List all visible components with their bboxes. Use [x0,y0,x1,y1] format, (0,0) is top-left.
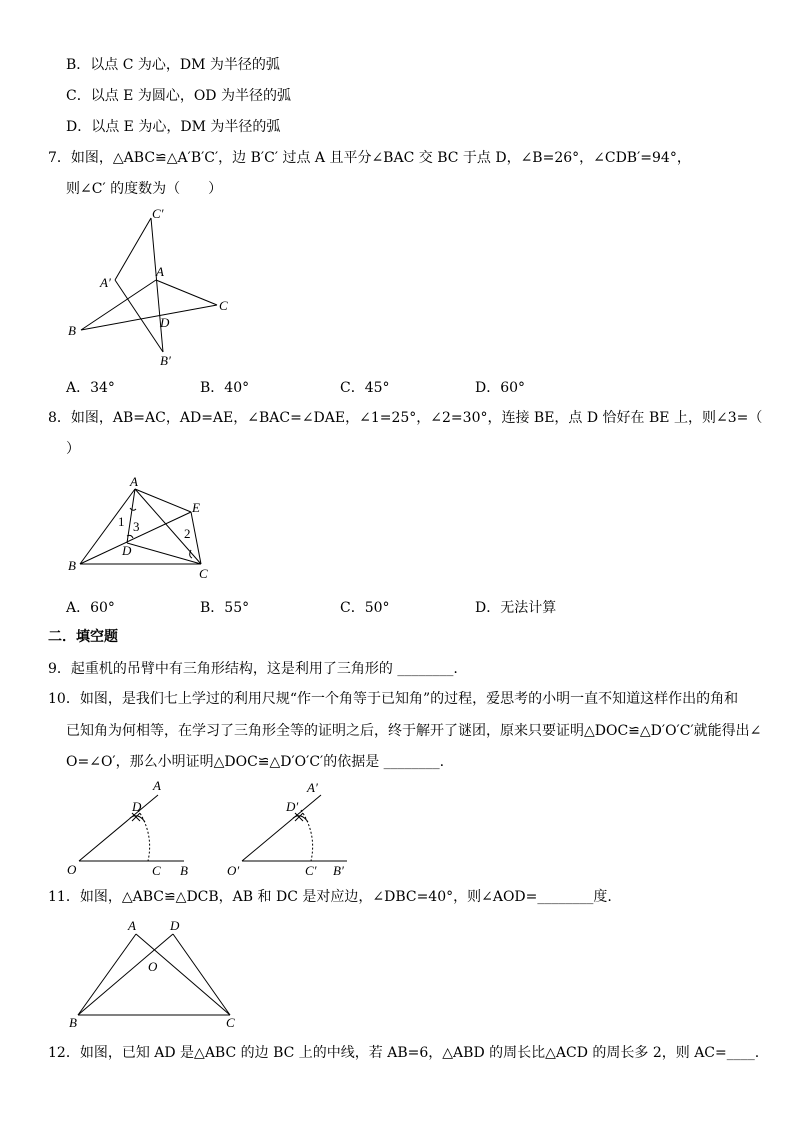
q8-stem-line2: ） [66,441,80,457]
q7-option-c: C．45° [340,380,390,396]
q10b-ray-oa [242,795,321,861]
q8-label-e: E [192,500,200,515]
q7-edge-ac [156,280,217,305]
q8-option-c: C．50° [340,600,390,616]
q7-label-a: A [156,264,164,279]
q11-figure [60,914,260,1034]
q11-edge-ab [78,934,136,1015]
q11-edge-ac [136,934,230,1015]
q7-option-a: A．34° [66,380,115,396]
q7-edge-ba [81,280,156,330]
q10a-label-o: O [67,862,77,877]
q8-option-b: B．55° [200,600,250,616]
q7-edge-cprime-aprime [115,218,151,280]
q11-stem: 11．如图，△ABC≌△DCB，AB 和 DC 是对应边，∠DBC=40°，则∠AOD=________度. [48,889,612,905]
q10-stem-line1: 10．如图，是我们七上学过的利用尺规“作一个角等于已知角”的过程，爱思考的小明一直不知道这样作出的角和 [48,691,739,707]
q10b-label-o: O′ [227,863,240,878]
q8-label-angle3: 3 [133,519,140,534]
q7-option-b: B．40° [200,380,250,396]
q10b-arc-cross [295,813,303,821]
q10a-label-d: D [132,799,142,814]
q11-edge-db [78,934,173,1015]
q7-label-b: B [68,323,76,338]
q7-figure [60,205,250,370]
q10a-label-c: C [152,863,161,878]
q7-stem-line2: 则∠C′ 的度数为（ ） [66,181,223,197]
q7-edge-cprime-bprime [151,218,163,352]
q7-label-c: C [219,298,228,313]
q11-label-b: B [69,1015,77,1030]
q6-option-c: C．以点 E 为圆心，OD 为半径的弧 [66,88,291,104]
q7-option-d: D．60° [475,380,526,396]
q8-edge-ae [135,489,191,512]
q11-label-a: A [128,918,136,933]
q11-label-c: C [226,1015,235,1030]
q7-stem-line1: 7．如图，△ABC≌△A′B′C′，边 B′C′ 过点 A 且平分∠BAC 交 BC 于点 D，∠B=26°，∠CDB′=94°， [48,150,691,166]
q10a-label-a: A [153,778,161,793]
q7-label-aprime: A′ [100,275,111,290]
q10-figure-copy [225,778,365,878]
q7-edge-bc [81,305,217,330]
section-fill-in-title: 二．填空题 [48,629,118,645]
q8-label-c: C [199,566,208,581]
q8-label-angle2: 2 [184,526,191,541]
q8-edge-ec [191,512,201,564]
q10a-label-b: B [180,863,188,878]
q8-edge-ad [127,489,135,543]
q9-stem: 9．起重机的吊臂中有三角形结构，这是利用了三角形的 ________. [48,661,458,677]
q8-label-a: A [130,474,138,489]
q10-stem-line3: O=∠O′，那么小明证明△DOC≌△D′O′C′的依据是 ________. [66,754,445,770]
q8-figure [60,472,220,584]
q8-option-a: A．60° [66,600,115,616]
q10b-label-a: A′ [307,780,318,795]
q10a-arc [138,810,150,861]
q8-label-d: D [122,543,132,558]
q8-angle1-arc [130,508,136,510]
q6-option-b: B．以点 C 为心，DM 为半径的弧 [66,57,280,73]
q8-label-b: B [68,558,76,573]
q11-label-d: D [170,918,180,933]
q7-label-cprime: C′ [152,206,164,221]
q8-label-angle1: 1 [118,514,125,529]
q10a-ray-oa [79,795,158,861]
q7-label-d: D [160,315,170,330]
q10b-label-c: C′ [305,863,317,878]
q11-label-o: O [148,959,158,974]
q11-edge-dc [173,934,230,1015]
q8-option-d: D．无法计算 [475,600,557,616]
q12-stem: 12．如图，已知 AD 是△ABC 的边 BC 上的中线，若 AB=6，△ABD 的周长比△ACD 的周长多 2，则 AC=____. [48,1045,760,1061]
q10b-arc [301,810,313,861]
q10b-label-d: D′ [286,799,299,814]
q10a-arc-cross [132,813,140,821]
q6-option-d: D．以点 E 为心，DM 为半径的弧 [66,119,281,135]
q10b-label-b: B′ [333,863,344,878]
q10-stem-line2: 已知角为何相等，在学习了三角形全等的证明之后，终于解开了谜团，原来只要证明△DOC≌△D′O′C′就能得出∠ [66,723,762,739]
q10-figure-original [62,778,202,878]
q8-stem-line1: 8．如图，AB=AC，AD=AE，∠BAC=∠DAE，∠1=25°，∠2=30°，连接 BE，点 D 恰好在 BE 上，则∠3=（ [48,410,763,426]
q7-label-bprime: B′ [160,353,171,368]
